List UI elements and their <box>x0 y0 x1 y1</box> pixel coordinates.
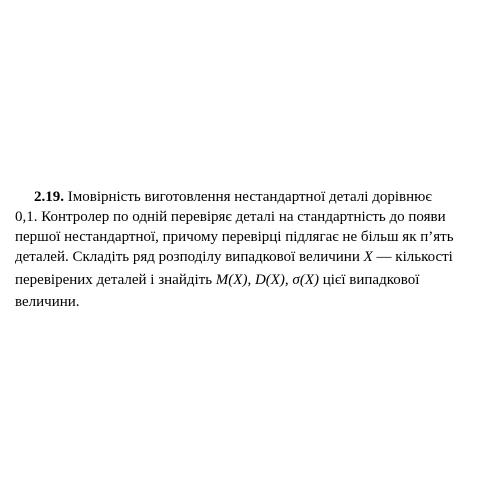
problem-text-line-5-start: перевірених деталей і знайдіть <box>15 272 213 288</box>
problem-2-19 <box>15 187 483 313</box>
problem-text-line-1: Імовірність виготовлення нестандартної деталі дорівнює <box>67 189 432 205</box>
formula-m-d-sigma: M(X), D(X), σ(X) <box>215 272 319 288</box>
random-variable-x: X <box>363 249 373 265</box>
problem-text-line-6: величини. <box>15 294 80 310</box>
problem-line-5 <box>15 267 483 293</box>
problem-text-line-5-end: цієї випадкової <box>322 272 420 288</box>
problem-text-line-4-start: деталей. Складіть ряд розподілу випадкової величини <box>15 249 360 265</box>
problem-line-2 <box>15 207 483 227</box>
problem-line-1 <box>15 187 483 207</box>
problem-text-line-3: першої нестандартної, причому перевірці підлягає не більш як п’ять <box>15 229 454 245</box>
problem-number: 2.19. <box>34 189 64 205</box>
problem-line-6 <box>15 293 483 313</box>
problem-line-4 <box>15 247 483 267</box>
problem-text-line-2: 0,1. Контролер по одній перевіряє деталі на стандартність до появи <box>15 209 446 225</box>
problem-text-line-4-end: — кількості <box>376 249 453 265</box>
problem-line-3 <box>15 227 483 247</box>
